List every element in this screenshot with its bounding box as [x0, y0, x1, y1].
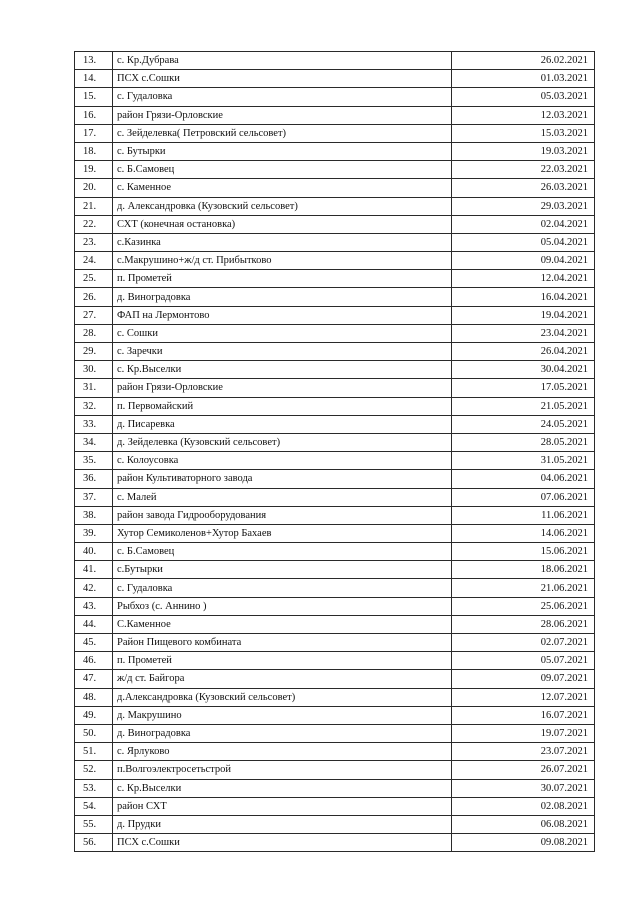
row-number: 54. — [75, 797, 113, 815]
table-row — [75, 252, 595, 270]
row-place: ФАП на Лермонтово — [113, 306, 452, 324]
row-number: 51. — [75, 743, 113, 761]
table-row — [75, 797, 595, 815]
row-place: СХТ (конечная остановка) — [113, 215, 452, 233]
table-row — [75, 670, 595, 688]
row-date: 09.08.2021 — [452, 834, 595, 852]
table-row — [75, 52, 595, 70]
row-number: 15. — [75, 88, 113, 106]
row-number: 22. — [75, 215, 113, 233]
row-number: 38. — [75, 506, 113, 524]
table-row — [75, 743, 595, 761]
row-date: 14.06.2021 — [452, 524, 595, 542]
table-row — [75, 161, 595, 179]
row-date: 16.04.2021 — [452, 288, 595, 306]
row-date: 21.06.2021 — [452, 579, 595, 597]
row-date: 12.04.2021 — [452, 270, 595, 288]
row-number: 45. — [75, 634, 113, 652]
row-place: с.Макрушино+ж/д ст. Прибытково — [113, 252, 452, 270]
row-place: с. Кр.Выселки — [113, 779, 452, 797]
row-place: с. Кр.Дубрава — [113, 52, 452, 70]
row-number: 30. — [75, 361, 113, 379]
row-number: 49. — [75, 706, 113, 724]
row-number: 28. — [75, 324, 113, 342]
row-place: с.Бутырки — [113, 561, 452, 579]
row-date: 19.04.2021 — [452, 306, 595, 324]
schedule-table — [74, 51, 595, 852]
row-number: 16. — [75, 106, 113, 124]
row-place: с. Каменное — [113, 179, 452, 197]
row-place: д.Александровка (Кузовский сельсовет) — [113, 688, 452, 706]
row-number: 18. — [75, 142, 113, 160]
row-place: с. Гудаловка — [113, 579, 452, 597]
table-row — [75, 834, 595, 852]
row-date: 30.07.2021 — [452, 779, 595, 797]
row-place: с. Малей — [113, 488, 452, 506]
table-row — [75, 506, 595, 524]
table-row — [75, 652, 595, 670]
table-row — [75, 106, 595, 124]
row-place: с.Казинка — [113, 233, 452, 251]
row-place: д. Виноградовка — [113, 288, 452, 306]
row-place: д. Зейделевка (Кузовский сельсовет) — [113, 433, 452, 451]
row-date: 29.03.2021 — [452, 197, 595, 215]
row-date: 02.04.2021 — [452, 215, 595, 233]
row-date: 28.06.2021 — [452, 615, 595, 633]
row-number: 41. — [75, 561, 113, 579]
row-place: С.Каменное — [113, 615, 452, 633]
row-number: 35. — [75, 452, 113, 470]
table-row — [75, 270, 595, 288]
row-place: ПСХ с.Сошки — [113, 834, 452, 852]
row-number: 37. — [75, 488, 113, 506]
table-row — [75, 724, 595, 742]
row-date: 26.04.2021 — [452, 343, 595, 361]
row-place: д. Виноградовка — [113, 724, 452, 742]
table-row — [75, 215, 595, 233]
row-number: 29. — [75, 343, 113, 361]
row-date: 05.03.2021 — [452, 88, 595, 106]
row-number: 27. — [75, 306, 113, 324]
row-number: 36. — [75, 470, 113, 488]
row-number: 42. — [75, 579, 113, 597]
table-row — [75, 197, 595, 215]
table-row — [75, 397, 595, 415]
table-row — [75, 306, 595, 324]
row-number: 23. — [75, 233, 113, 251]
row-place: с. Бутырки — [113, 142, 452, 160]
table-row — [75, 688, 595, 706]
row-date: 09.07.2021 — [452, 670, 595, 688]
row-number: 17. — [75, 124, 113, 142]
table-row — [75, 579, 595, 597]
row-place: Рыбхоз (с. Аннино ) — [113, 597, 452, 615]
row-date: 01.03.2021 — [452, 70, 595, 88]
row-number: 13. — [75, 52, 113, 70]
table-row — [75, 761, 595, 779]
table-row — [75, 415, 595, 433]
row-place: ж/д ст. Байгора — [113, 670, 452, 688]
row-number: 34. — [75, 433, 113, 451]
row-place: д. Прудки — [113, 815, 452, 833]
row-number: 14. — [75, 70, 113, 88]
row-number: 32. — [75, 397, 113, 415]
row-number: 53. — [75, 779, 113, 797]
table-row — [75, 452, 595, 470]
table-row — [75, 597, 595, 615]
table-row — [75, 88, 595, 106]
row-number: 33. — [75, 415, 113, 433]
row-place: район завода Гидрооборудования — [113, 506, 452, 524]
row-date: 19.07.2021 — [452, 724, 595, 742]
row-date: 12.03.2021 — [452, 106, 595, 124]
table-row — [75, 179, 595, 197]
row-place: район Культиваторного завода — [113, 470, 452, 488]
row-place: п.Волгоэлектросетьстрой — [113, 761, 452, 779]
row-date: 02.07.2021 — [452, 634, 595, 652]
table-row — [75, 543, 595, 561]
table-row — [75, 470, 595, 488]
row-place: район Грязи-Орловские — [113, 106, 452, 124]
row-date: 24.05.2021 — [452, 415, 595, 433]
row-place: с. Колоусовка — [113, 452, 452, 470]
table-row — [75, 433, 595, 451]
row-place: с. Сошки — [113, 324, 452, 342]
row-date: 19.03.2021 — [452, 142, 595, 160]
row-date: 09.04.2021 — [452, 252, 595, 270]
table-row — [75, 70, 595, 88]
row-date: 26.03.2021 — [452, 179, 595, 197]
row-place: с. Ярлуково — [113, 743, 452, 761]
row-number: 21. — [75, 197, 113, 215]
table-row — [75, 815, 595, 833]
table-row — [75, 288, 595, 306]
row-date: 26.07.2021 — [452, 761, 595, 779]
row-date: 15.06.2021 — [452, 543, 595, 561]
table-row — [75, 488, 595, 506]
table-row — [75, 634, 595, 652]
row-date: 23.04.2021 — [452, 324, 595, 342]
table-row — [75, 343, 595, 361]
row-date: 05.04.2021 — [452, 233, 595, 251]
row-place: с. Зейделевка( Петровский сельсовет) — [113, 124, 452, 142]
row-date: 11.06.2021 — [452, 506, 595, 524]
row-place: д. Александровка (Кузовский сельсовет) — [113, 197, 452, 215]
table-row — [75, 524, 595, 542]
row-number: 47. — [75, 670, 113, 688]
row-date: 17.05.2021 — [452, 379, 595, 397]
row-number: 39. — [75, 524, 113, 542]
row-place: Район Пищевого комбината — [113, 634, 452, 652]
row-number: 19. — [75, 161, 113, 179]
row-date: 26.02.2021 — [452, 52, 595, 70]
row-place: п. Прометей — [113, 652, 452, 670]
table-row — [75, 124, 595, 142]
row-place: п. Прометей — [113, 270, 452, 288]
table-row — [75, 706, 595, 724]
row-number: 48. — [75, 688, 113, 706]
row-date: 25.06.2021 — [452, 597, 595, 615]
row-date: 31.05.2021 — [452, 452, 595, 470]
row-date: 30.04.2021 — [452, 361, 595, 379]
row-number: 25. — [75, 270, 113, 288]
row-place: район СХТ — [113, 797, 452, 815]
table-row — [75, 142, 595, 160]
schedule-table-body — [75, 52, 595, 852]
row-place: д. Макрушино — [113, 706, 452, 724]
row-place: ПСХ с.Сошки — [113, 70, 452, 88]
row-date: 15.03.2021 — [452, 124, 595, 142]
table-row — [75, 324, 595, 342]
row-place: район Грязи-Орловские — [113, 379, 452, 397]
row-number: 55. — [75, 815, 113, 833]
table-row — [75, 233, 595, 251]
row-place: д. Писаревка — [113, 415, 452, 433]
row-place: Хутор Семиколенов+Хутор Бахаев — [113, 524, 452, 542]
row-place: с. Гудаловка — [113, 88, 452, 106]
table-row — [75, 361, 595, 379]
row-number: 43. — [75, 597, 113, 615]
row-place: с. Б.Самовец — [113, 161, 452, 179]
row-date: 05.07.2021 — [452, 652, 595, 670]
row-date: 23.07.2021 — [452, 743, 595, 761]
row-date: 16.07.2021 — [452, 706, 595, 724]
row-number: 20. — [75, 179, 113, 197]
row-date: 02.08.2021 — [452, 797, 595, 815]
row-number: 44. — [75, 615, 113, 633]
table-row — [75, 379, 595, 397]
row-place: с. Кр.Выселки — [113, 361, 452, 379]
row-place: п. Первомайский — [113, 397, 452, 415]
row-number: 50. — [75, 724, 113, 742]
row-number: 46. — [75, 652, 113, 670]
row-number: 56. — [75, 834, 113, 852]
row-place: с. Б.Самовец — [113, 543, 452, 561]
table-row — [75, 615, 595, 633]
row-number: 40. — [75, 543, 113, 561]
row-date: 04.06.2021 — [452, 470, 595, 488]
row-date: 21.05.2021 — [452, 397, 595, 415]
row-date: 12.07.2021 — [452, 688, 595, 706]
row-date: 07.06.2021 — [452, 488, 595, 506]
row-date: 28.05.2021 — [452, 433, 595, 451]
row-number: 52. — [75, 761, 113, 779]
row-date: 18.06.2021 — [452, 561, 595, 579]
row-date: 22.03.2021 — [452, 161, 595, 179]
row-number: 26. — [75, 288, 113, 306]
row-number: 24. — [75, 252, 113, 270]
row-date: 06.08.2021 — [452, 815, 595, 833]
row-number: 31. — [75, 379, 113, 397]
table-row — [75, 561, 595, 579]
table-row — [75, 779, 595, 797]
row-place: с. Заречки — [113, 343, 452, 361]
